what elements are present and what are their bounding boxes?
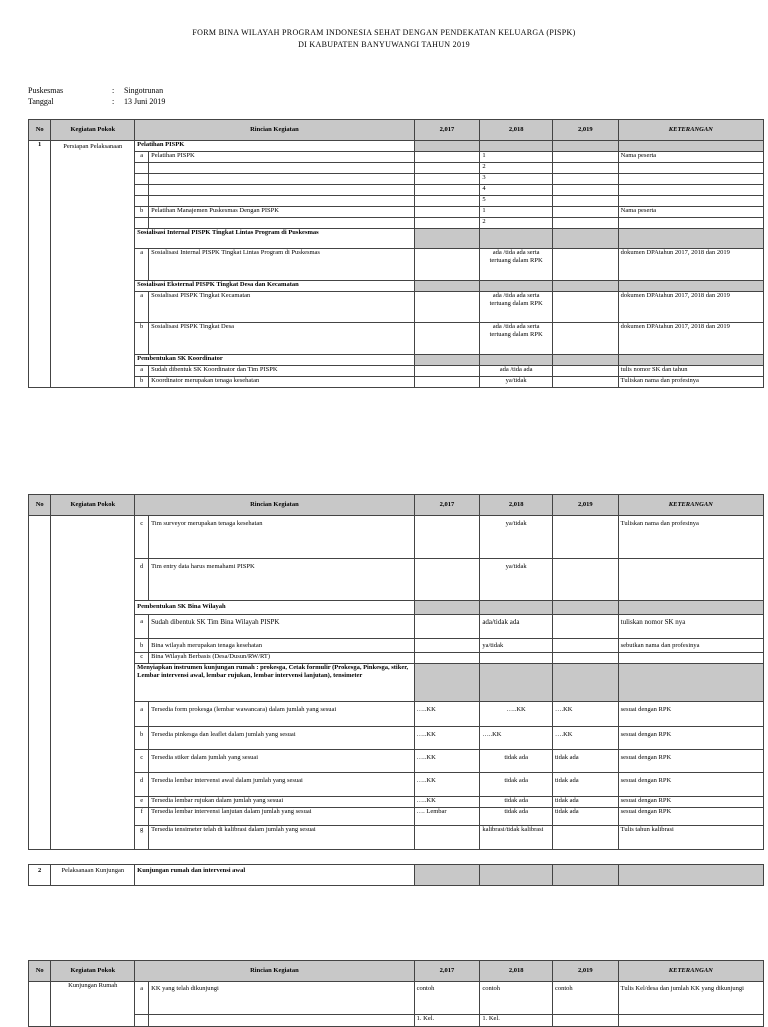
section-heading: Sosialisasi Internal PISPK Tingkat Lintas Program di Puskesmas xyxy=(135,229,414,249)
table-header-row xyxy=(29,961,764,982)
tanggal-row xyxy=(28,97,165,106)
section-heading: Pembentukan SK Bina Wilayah xyxy=(135,601,414,615)
kegiatan-pokok: Persiapan Pelaksanaan xyxy=(51,141,135,388)
table-row xyxy=(29,281,764,292)
table-row: g Tersedia tensimeter telah di kalibrasi dalam jumlah yang sesuai kalibrasi/tidak kalibrasi Tulis tahun kalibrasi xyxy=(29,826,764,850)
table-row: a Pelatihan PISPK 1 Nama peserta xyxy=(29,152,764,163)
table-row xyxy=(29,601,764,615)
puskesmas-value: Singotrunan xyxy=(124,86,164,95)
tanggal-value: 13 Juni 2019 xyxy=(124,97,166,106)
puskesmas-row xyxy=(28,86,163,95)
table-row: 3 xyxy=(29,174,764,185)
section-heading: Kunjungan rumah dan intervensi awal xyxy=(135,865,414,886)
tanggal-label: Tanggal xyxy=(28,97,54,106)
table-row: e Tersedia lembar rujukan dalam jumlah yang sesuai …..KK tidak ada tidak ada sesuai dengan RPK xyxy=(29,797,764,808)
col-kegiatan: Kegiatan Pokok xyxy=(51,961,135,982)
table-row: a Sosialisasi PISPK Tingkat Kecamatan ada /tida ada serta tertuang dalam RPK dokumen DPAtahun 2017, 2018 dan 2019 xyxy=(29,292,764,323)
col-rincian: Rincian Kegiatan xyxy=(135,961,414,982)
activity-table-2-cont xyxy=(28,864,764,886)
form-title: FORM BINA WILAYAH PROGRAM INDONESIA SEHAT DENGAN PENDEKATAN KELUARGA (PISPK) xyxy=(192,28,576,37)
colon: : xyxy=(112,97,115,106)
table-row xyxy=(29,229,764,249)
table-row: Kunjungan Rumah a KK yang telah dikunjungi contoh contoh contoh Tulis Kel/desa dan jumlah KK yang dikunjungi xyxy=(29,982,764,1015)
col-2018: 2,018 xyxy=(480,120,553,141)
col-kegiatan: Kegiatan Pokok xyxy=(51,495,135,516)
table-row: 5 xyxy=(29,196,764,207)
table-row: 2 xyxy=(29,163,764,174)
table-row xyxy=(29,355,764,366)
table-row: a Sudah dibentuk SK Koordinator dan Tim PISPK ada /tida ada tulis nomor SK dan tahun xyxy=(29,366,764,377)
table-row: 1. Kel. 1. Kel. xyxy=(29,1015,764,1027)
col-rincian: Rincian Kegiatan xyxy=(135,495,414,516)
table-row: a Sosialisasi Internal PISPK Tingkat Lintas Program di Puskesmas ada /tida ada serta tertuang dalam RPK dokumen DPAtahun 2017, 2018 dan 2019 xyxy=(29,249,764,281)
table-row: c Tim surveyor merupakan tenaga kesehatan ya/tidak Tuliskan nama dan profesinya xyxy=(29,516,764,559)
kegiatan-pokok: Pelaksanaan Kunjungan xyxy=(51,865,135,886)
col-2017: 2,017 xyxy=(414,120,480,141)
col-no: No xyxy=(29,961,51,982)
activity-table-2 xyxy=(28,494,764,850)
table-row xyxy=(29,865,764,886)
table-header-row xyxy=(29,495,764,516)
col-rincian: Rincian Kegiatan xyxy=(135,120,414,141)
table-row: a Tersedia form prokesga (lembar wawancara) dalam jumlah yang sesuai …..KK …..KK ….KK sesuai dengan RPK xyxy=(29,702,764,727)
col-no: No xyxy=(29,495,51,516)
table-row: b Sosialisasi PISPK Tingkat Desa ada /tida ada serta tertuang dalam RPK dokumen DPAtahun 2017, 2018 dan 2019 xyxy=(29,323,764,355)
col-keterangan: KETERANGAN xyxy=(618,961,763,982)
table-row xyxy=(29,141,764,152)
table-row: b Koordinator merupakan tenaga kesehatan ya/tidak Tuliskan nama dan profesinya xyxy=(29,377,764,388)
table-row: d Tersedia lembar intervensi awal dalam jumlah yang sesuai …..KK tidak ada tidak ada sesuai dengan RPK xyxy=(29,773,764,797)
section-heading: Sosialisasi Eksternal PISPK Tingkat Desa dan Kecamatan xyxy=(135,281,414,292)
col-2018: 2,018 xyxy=(480,495,553,516)
puskesmas-label: Puskesmas xyxy=(28,86,64,95)
table-row: b Bina wilayah merupakan tenaga kesehatan ya/tidak sebutkan nama dan profesinya xyxy=(29,639,764,653)
section-heading: Pelatihan PISPK xyxy=(135,141,414,152)
col-keterangan: KETERANGAN xyxy=(618,495,763,516)
section-heading: Menyiapkan instrumen kunjungan rumah : prokesga, Cetak formulir (Prokesga, Pinkesga, stiker, Lembar intervensi awal, lembar rujukan, lembar intervensi lanjutan), tensimeter xyxy=(135,664,414,702)
row-no: 2 xyxy=(29,865,51,886)
col-2017: 2,017 xyxy=(414,961,480,982)
col-2017: 2,017 xyxy=(414,495,480,516)
col-2019: 2,019 xyxy=(552,120,618,141)
table-row xyxy=(29,664,764,702)
table-header-row xyxy=(29,120,764,141)
table-row: f Tersedia lembar intervensi lanjutan dalam jumlah yang sesuai …. Lembar tidak ada tidak ada sesuai dengan RPK xyxy=(29,808,764,826)
table-row: c Tersedia stiker dalam jumlah yang sesuai …..KK tidak ada tidak ada sesuai dengan RPK xyxy=(29,750,764,773)
table-row: b Pelatihan Manajemen Puskesmas Dengan PISPK 1 Nama peserta xyxy=(29,207,764,218)
section-heading: Pembentukan SK Koordinator xyxy=(135,355,414,366)
table-row: a Sudah dibentuk SK Tim Bina Wilayah PISPK ada/tidak ada tuliskan nomor SK nya xyxy=(29,615,764,639)
col-keterangan: KETERANGAN xyxy=(618,120,763,141)
colon: : xyxy=(112,86,115,95)
row-no: 1 xyxy=(29,141,51,388)
activity-table-1 xyxy=(28,119,764,388)
table-row: b Tersedia pinkesga dan leaflet dalam jumlah yang sesuai …..KK …..KK ….KK sesuai dengan RPK xyxy=(29,727,764,750)
col-2019: 2,019 xyxy=(552,495,618,516)
table-row: 2 xyxy=(29,218,764,229)
activity-table-3 xyxy=(28,960,764,1027)
col-2018: 2,018 xyxy=(480,961,553,982)
col-no: No xyxy=(29,120,51,141)
col-2019: 2,019 xyxy=(552,961,618,982)
col-kegiatan: Kegiatan Pokok xyxy=(51,120,135,141)
table-row: c Bina Wilayah Berbasis (Desa/Dusun/RW/RT) xyxy=(29,653,764,664)
table-row: 4 xyxy=(29,185,764,196)
table-row: d Tim entry data harus memahami PISPK ya/tidak xyxy=(29,559,764,601)
kegiatan-pokok: Kunjungan Rumah xyxy=(51,982,135,1027)
form-subtitle: DI KABUPATEN BANYUWANGI TAHUN 2019 xyxy=(298,40,470,49)
